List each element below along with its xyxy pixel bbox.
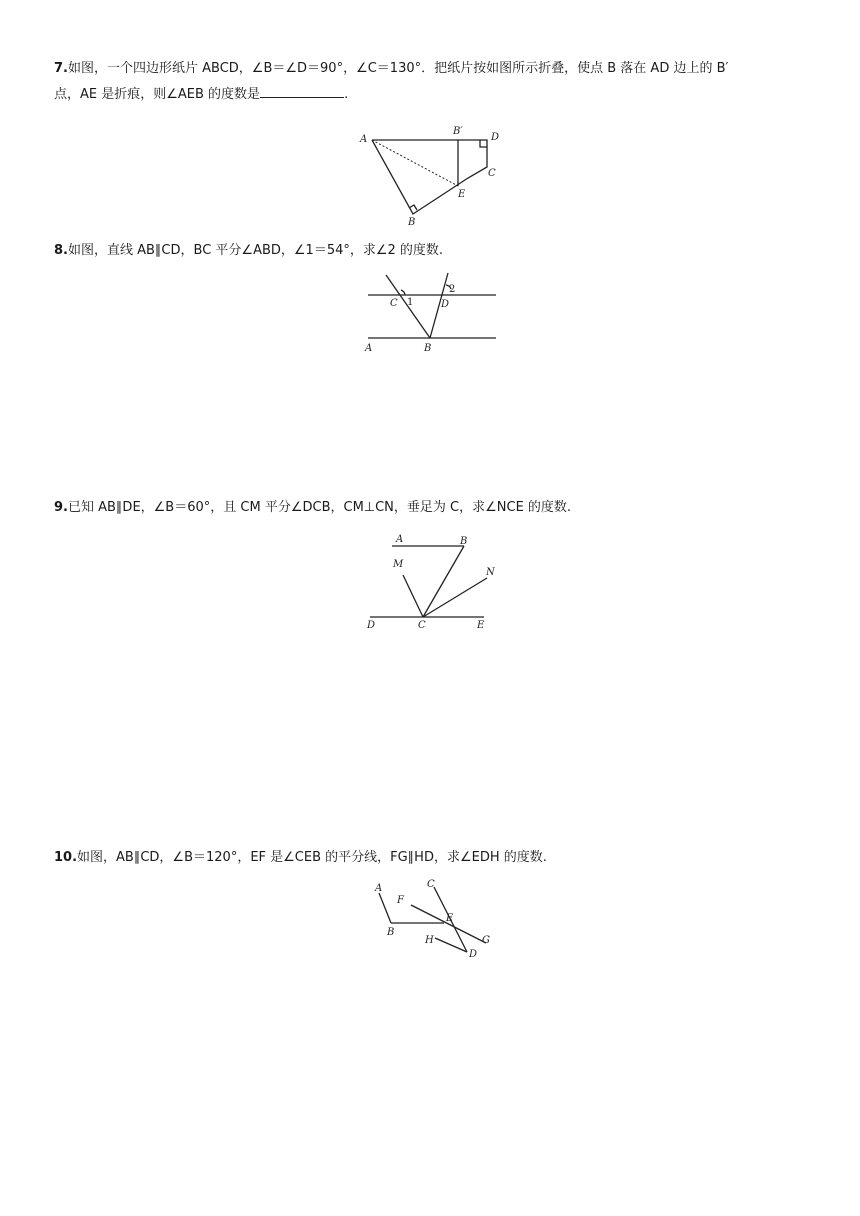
question-8 [54,238,824,264]
label-d: D [441,299,450,310]
figure-10 [365,875,500,965]
label-b: B [408,217,416,228]
segment-cm [403,575,423,617]
label-c: C [418,620,426,631]
question-text-end: . [344,87,349,102]
figure-7 [350,120,530,230]
label-b: B [424,343,432,354]
label-f: F [397,895,404,906]
angle-arc-1 [401,290,405,295]
label-a: A [360,134,368,145]
segment-hd [435,938,467,952]
question-number: 9. [54,500,68,515]
label-e: E [458,189,466,200]
question-number: 8. [54,243,68,258]
label-a: A [396,534,404,545]
segment-cb [423,546,464,617]
right-angle-mark-d [480,140,487,147]
label-b: B [460,536,468,547]
question-text: 如图，直线 AB∥CD，BC 平分∠ABD，∠1＝54°，求∠2 的度数. [67,243,444,258]
label-n: N [486,567,495,578]
label-d: D [367,620,376,631]
figure-8 [360,268,505,358]
quad-outline [372,140,487,214]
question-text-line1: 如图，一个四边形纸片 ABCD，∠B＝∠D＝90°，∠C＝130°．把纸片按如图所示折叠，使点 B 落在 AD 边上的 B′ [67,61,729,76]
question-9 [54,495,824,521]
figure-9 [360,530,510,630]
label-m: M [393,559,404,570]
question-text: 如图，AB∥CD，∠B＝120°，EF 是∠CEB 的平分线，FG∥HD，求∠EDH 的度数. [77,850,547,865]
question-7 [54,56,824,108]
label-b-prime: B′ [453,126,463,137]
label-a: A [365,343,373,354]
segment-fg [411,905,486,943]
label-c: C [488,168,496,179]
label-c: C [390,298,398,309]
label-b: B [387,927,395,938]
question-number: 10. [54,850,78,865]
label-e: E [477,620,485,631]
label-d: D [491,132,500,143]
question-text: 已知 AB∥DE，∠B＝60°，且 CM 平分∠DCB，CM⊥CN，垂足为 C，求∠NCE 的度数. [67,500,572,515]
question-10 [54,845,824,871]
label-h: H [425,935,434,946]
label-g: G [482,935,490,946]
segment-ab [379,893,391,923]
question-text-line2: 点，AE 是折痕，则∠AEB 的度数是 [54,87,261,102]
label-d: D [469,949,478,960]
label-1: 1 [407,297,414,308]
question-number: 7. [54,61,68,76]
answer-blank[interactable] [260,83,344,98]
label-2: 2 [449,284,456,295]
label-c: C [427,879,435,890]
label-a: A [375,883,383,894]
label-e: E [446,913,454,924]
segment-cn [423,578,487,617]
